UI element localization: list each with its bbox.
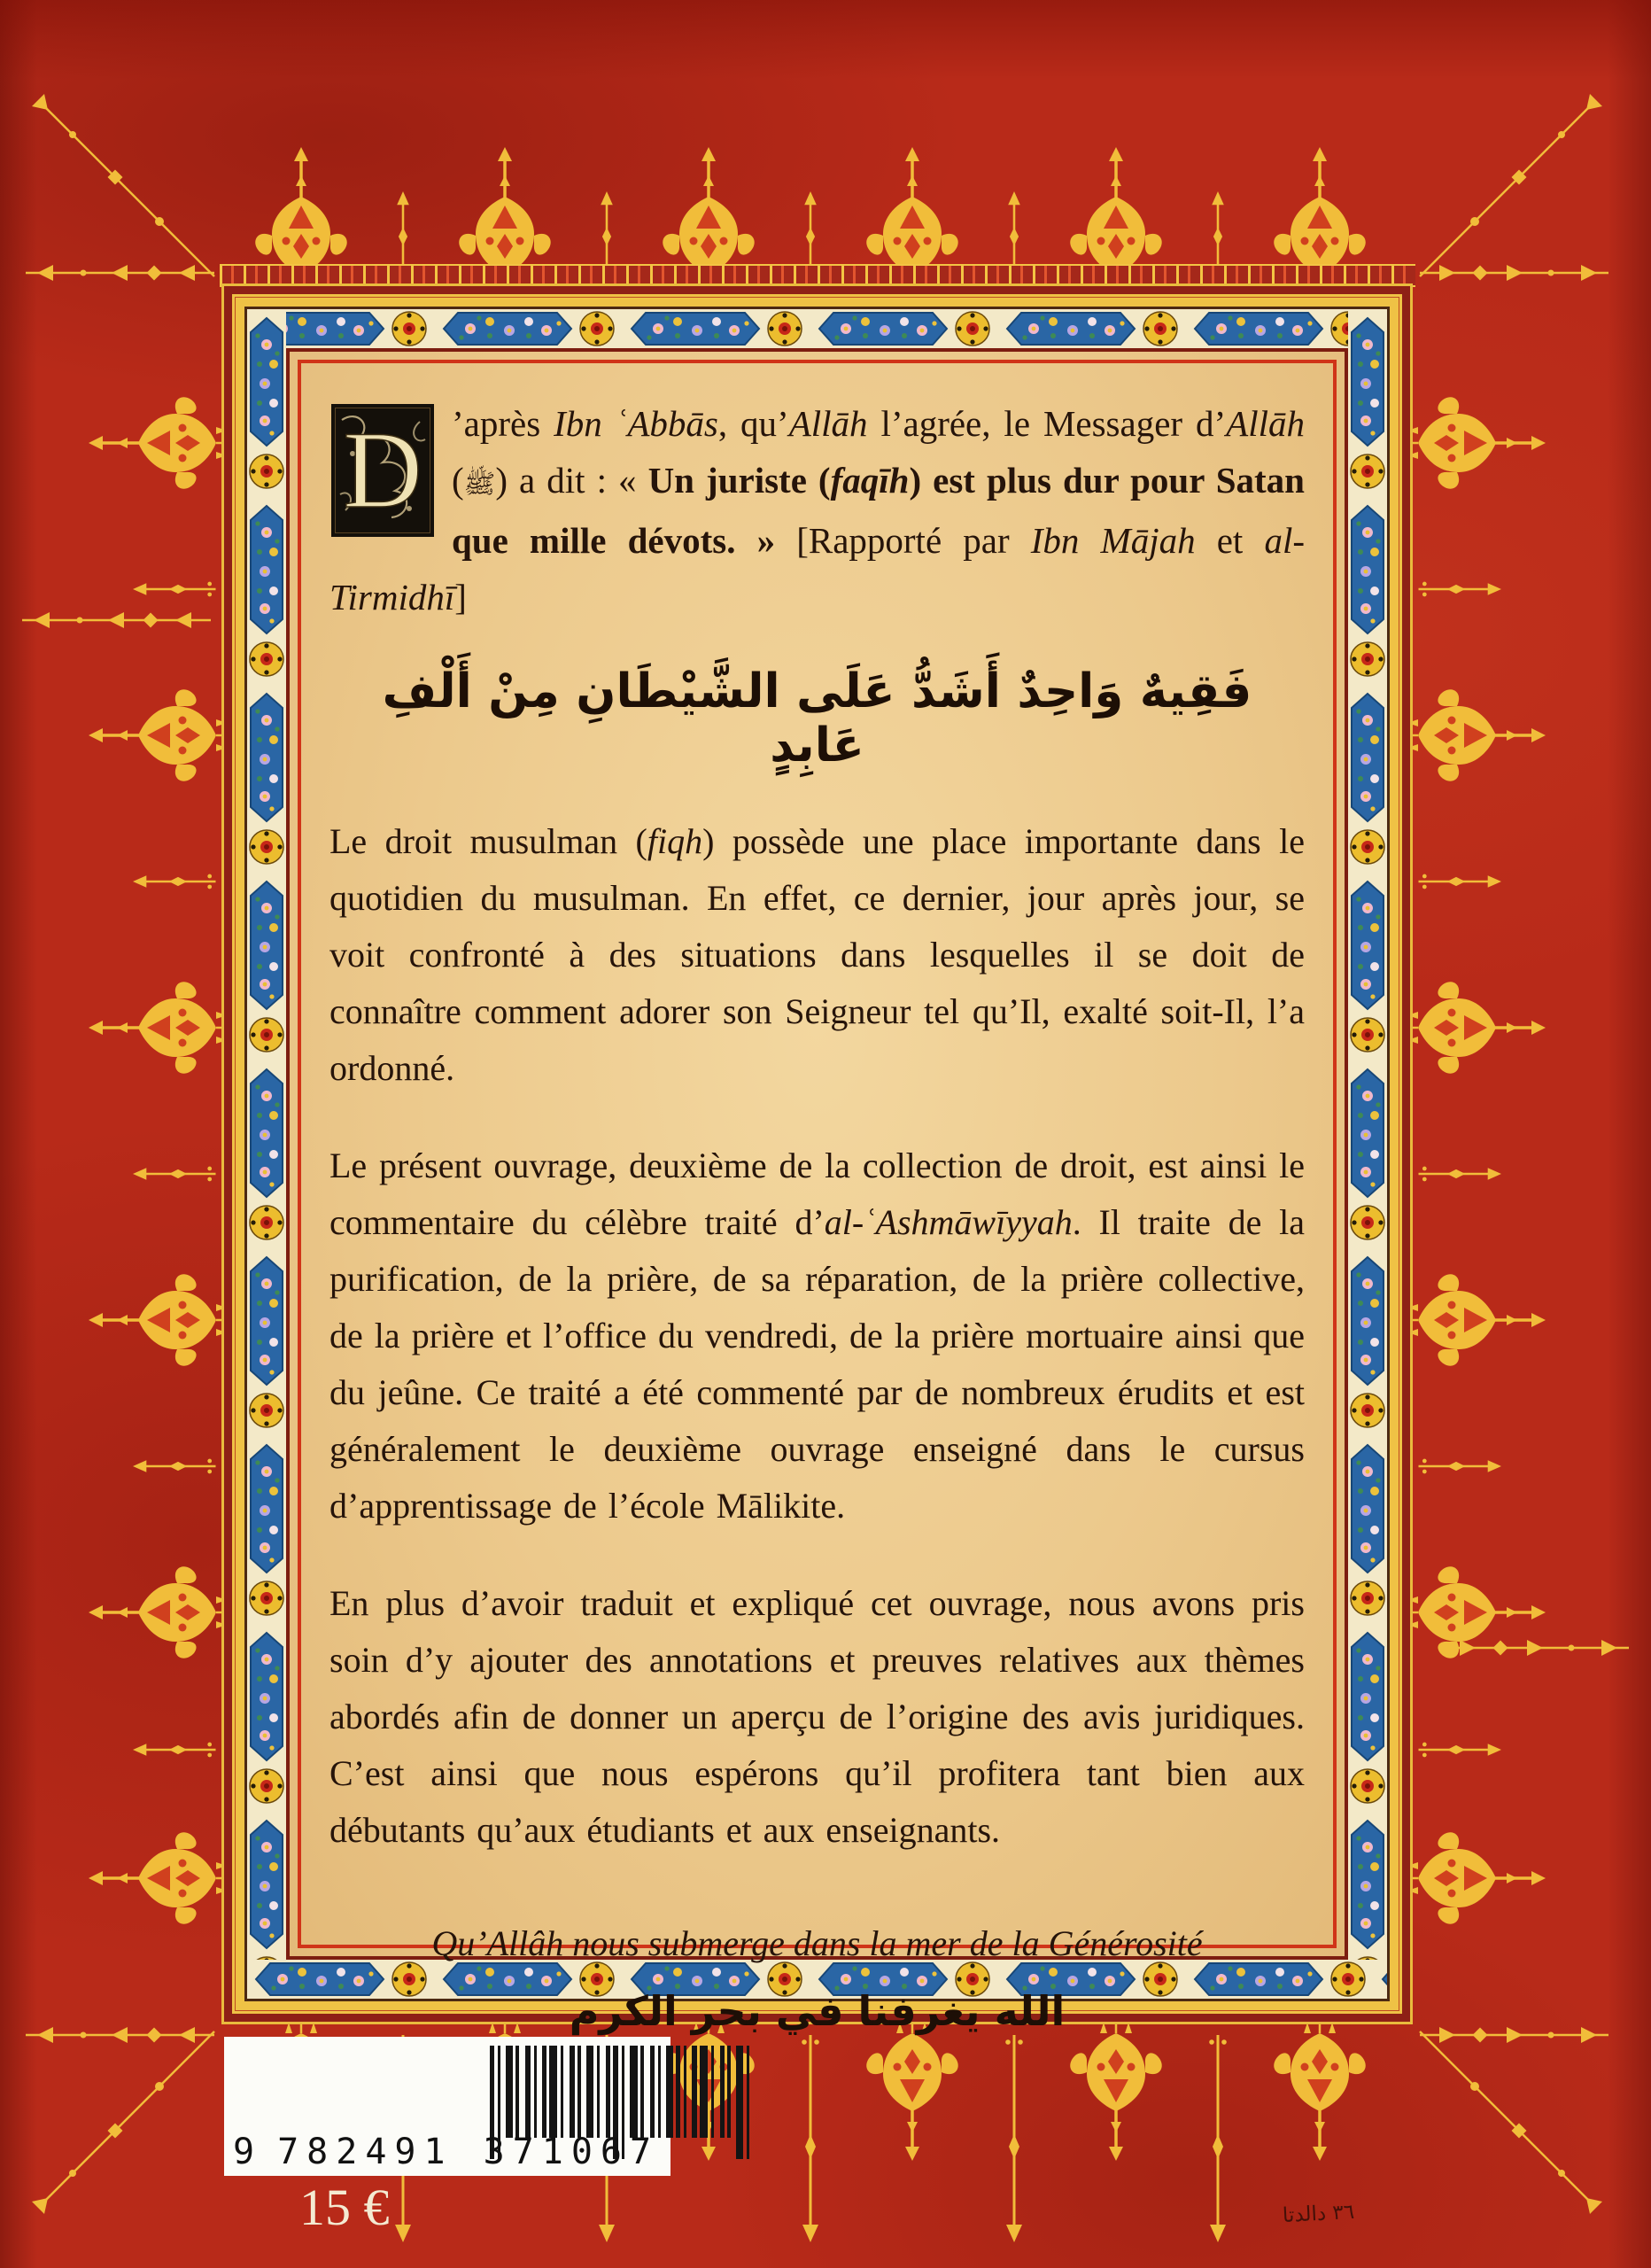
hadith-arabic-calligraphy: فَقِيهٌ وَاحِدٌ أَشَدُّ عَلَى الشَّيْطَانِ مِنْ أَلْفِ عَابِدٍ xyxy=(382,664,1252,773)
hadith-paragraph xyxy=(329,395,1305,625)
price-label: 15 € xyxy=(299,2179,390,2236)
svg-text:D: D xyxy=(343,409,422,531)
dua-french: Qu’Allâh nous submerge dans la mer de la Générosité xyxy=(431,1923,1203,1963)
handwritten-mark: ٣٦ دالدتا xyxy=(1282,2200,1355,2228)
floral-strip-right xyxy=(1348,309,1387,1999)
hadith-text: ’après Ibn ʿAbbās, qu’Allāh l’agrée, le Messager d’Allāh (ﷺ) a dit : « Un juriste (faqīh) est plus dur pour Satan que mille dévots. » [Rapporté par Ibn Mājah et al-Tirmidhī] xyxy=(329,403,1305,617)
isbn-group-2: 371067 xyxy=(483,2132,660,2172)
floral-strip-left xyxy=(247,309,286,1999)
paragraph-3: En plus d’avoir traduit et expliqué cet ouvrage, nous avons pris soin d’y ajouter des annotations et preuves relatives aux thèmes abordés afin de donner un aperçu de l’origine des avis juridiques. C’est ainsi que nous espérons qu’il profitera tant bien aux débutants qu’aux étudiants et aux enseignants. xyxy=(329,1583,1305,1850)
barcode xyxy=(224,2037,670,2176)
illuminated-frame xyxy=(221,284,1413,2035)
dua-arabic: الله يغرفنا في بحر الكرم xyxy=(569,1987,1066,2035)
paragraph-2: Le présent ouvrage, deuxième de la collection de droit, est ainsi le commentaire du célèbre traité d’al-ʿAshmāwīyyah. Il traite de la purification, de la prière, de sa réparation, de la prière collective, de la prière et l’office du vendredi, de la prière mortuaire ainsi que du jeûne. Ce traité a été commenté par de nombreux érudits et est généralement le deuxième ouvrage enseigné dans le cursus d’apprentissage de l’école Mālikite. xyxy=(329,1146,1305,1526)
isbn-group-1: 782491 xyxy=(277,2132,453,2172)
floral-strip-top xyxy=(247,309,1387,348)
ornate-dropcap xyxy=(331,404,434,537)
back-cover-text xyxy=(306,369,1328,2035)
isbn-lead-digit: 9 xyxy=(233,2132,255,2172)
dropcap-flourish xyxy=(331,404,434,537)
paragraph-1: Le droit musulman (fiqh) possède une place importante dans le quotidien du musulman. En effet, ce dernier, jour après jour, se voit confronté à des situations dans lesquelles il se doit de connaître comment adorer son Seigneur tel qu’Il, exalté soit-Il, l’a ordonné. xyxy=(329,821,1306,1088)
isbn-digits xyxy=(233,2132,662,2172)
